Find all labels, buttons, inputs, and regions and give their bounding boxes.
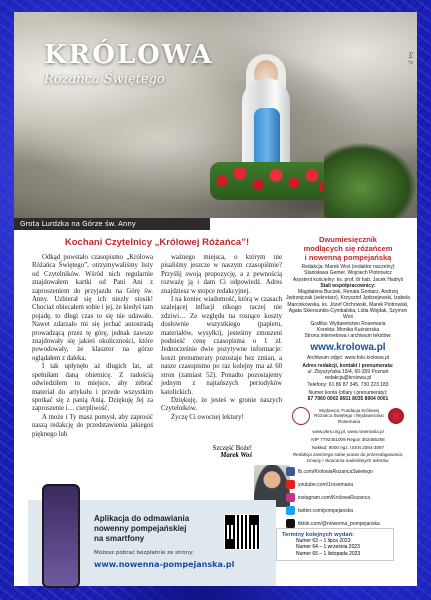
staff-line: Asystent kościelny: ks. prof. dr hab. Jacek Hadryś	[292, 276, 404, 283]
paragraph: Dziękuję, że jesteś w gronie naszych Czytelników.	[161, 396, 282, 413]
social-text: youtube.com/1rosemaria	[298, 481, 354, 488]
staff-line: Strona internetowa i archiwum tekstów:	[304, 333, 392, 340]
account-title: Numer konta (ofiary i prenumeraty):	[308, 390, 388, 397]
issue-date: Numer 65 – 1 listopada 2023	[296, 550, 361, 557]
instagram-icon	[286, 493, 295, 502]
address-title: Adres redakcji, kontakt i prenumerata:	[302, 362, 394, 369]
staff-line: Redakcja: Marek Woś (redaktor naczelny)	[301, 264, 395, 270]
ad-title-line: Aplikacja do odmawiania	[94, 514, 190, 523]
greeting: Szczęść Boże!	[212, 444, 252, 452]
account-number: 87 7060 0002 0651 8035 8904 0001	[307, 396, 389, 403]
ad-url[interactable]: www.nowenna-pompejanska.pl	[94, 560, 235, 569]
paragraph: A może i Ty masz pomysł, aby zaprosić naszą redakcję do przedstawienia jakiegoś pięknego lub	[32, 413, 153, 438]
paragraph: I na koniec wiadomość, którą w czasach szalejącej inflacji nikogo raczej nie zdziwi… Ze względu na rosnące koszty dosłownie wszystkiego (papieru, materiałów, wysyłki), jesteśmy zmuszeni podnieść cenę czasopisma o 1 zł. Jednocześnie dwie pozytywne informacje: koszt prenumeraty pozostaje bez zmian, a nasze czasopismo po raz kolejny ma aż 60 stron (zamiast 52). Ponadto pozostajemy jednym z najtańszych periodyków katolickich.	[161, 296, 282, 396]
masthead	[286, 235, 410, 530]
editorial-heading: Kochani Czytelnicy „Królowej Różańca”!	[64, 237, 250, 248]
header-photo	[14, 12, 417, 218]
publisher-logos	[292, 406, 404, 427]
app-ad	[28, 500, 276, 586]
social-item[interactable]	[286, 465, 410, 478]
editorial	[32, 235, 282, 459]
archive-note: Archiwum zdjęć: www.foto.krolowa.pl	[307, 354, 389, 361]
magazine-page	[14, 12, 417, 586]
print-run: Nakład: 8000 egz. ISSN 2084-3097	[311, 444, 385, 450]
staff-line: Magdalena Buczek, Renata Gontarz, Andrzej Jędrzejczak (sekretarz), Krzysztof Jędrzejewski, Izabela Marcinkowska, ks. Józef Orchowski, Marek Piotrowski, Agata Skiersunkis-Cymbalska, Lidia Wojdak, Szymon Woś	[286, 289, 410, 321]
staff-line: Korekta: Monika Kuśnierska	[316, 326, 380, 333]
editorial-col-2	[161, 254, 282, 439]
masthead-title-line: i nowenną pompejańską	[304, 253, 392, 262]
issue-date: Numer 63 – 1 lipca 2023	[296, 538, 351, 544]
social-item[interactable]	[286, 491, 410, 504]
publisher: Wydawca: Fundacja Królowej Różańca Świętego i Wydawnictwo Rosemaria	[314, 407, 384, 424]
social-item[interactable]	[286, 504, 410, 517]
masthead-staff	[286, 264, 410, 340]
social-item[interactable]	[286, 478, 410, 491]
ad-title-line: nowenny pompejańskiej	[94, 524, 187, 533]
smartphone-image	[42, 484, 80, 588]
social-text: instagram.com/KrolowaRozanca	[298, 494, 370, 501]
address: ul. Zbyszyńska 19/4, 60-359 Poznań	[307, 369, 389, 376]
rose-icon	[388, 408, 404, 424]
photo-caption: Grota Lurdzka na Górze św. Anny	[14, 218, 210, 230]
email-link[interactable]: redakcja@krolowa.pl	[324, 375, 372, 382]
social-text: tiktok.com/@nowenna_pompejanska	[298, 520, 380, 527]
phone: Telefony: 61 86 87 345, 730 223 183	[307, 381, 389, 388]
plants	[324, 142, 417, 218]
signature-block	[32, 445, 282, 459]
staff-line: Stali współpracownicy:	[320, 282, 376, 289]
website-link[interactable]: www.krolowa.pl	[310, 341, 386, 353]
ad-title	[94, 514, 189, 544]
staff-line: Stanisława Gemer, Wojciech Piotrowicz	[304, 270, 392, 277]
staff-line: Grafika: Wydawnictwo Rosemaria	[310, 320, 386, 327]
account-block	[286, 390, 410, 403]
magazine-subtitle: Różańca Świętego	[44, 72, 165, 87]
signature-name: Marek Woś	[220, 451, 252, 459]
photo-credit: Fot. JT	[408, 52, 413, 65]
ad-title-line: na smartfony	[94, 534, 145, 543]
nip: NIP 7792451009 Regon 302485268	[311, 437, 385, 443]
youtube-icon	[286, 480, 295, 489]
masthead-title-line: modlących się różańcem	[303, 244, 393, 253]
issue-date: Numer 64 – 1 września 2023	[296, 544, 360, 551]
masthead-title-line: Dwumiesięcznik	[319, 235, 377, 244]
magazine-title: KRÓLOWA	[44, 40, 214, 70]
editorial-col-1	[32, 254, 153, 439]
publisher-web[interactable]: www.pkrs.org.pl, www.rosemaria.pl	[312, 429, 384, 435]
paragraph: ważnego miejsca, o którym nie pisaliśmy jeszcze w naszym czasopiśmie? Przyślij swoją propozycję, a z pewnością rozważę ją i dam Ci odpowiedź. Adres znajdziesz w stopce redakcyjnej.	[161, 254, 282, 295]
ad-download-text: Możesz pobrać bezpłatnie ze strony:	[94, 550, 194, 556]
qr-code[interactable]	[224, 514, 260, 550]
paragraph: I tak upłynęło aż długich lat, aż spełniłam daną obietnicę. Z radością odwiedziłem to miejsce, aby zebrać materiał do artykułu i przede wszystkim spotkać się z panią Anią. Dziękuję Jej za zaproszenie i… cierpliwość.	[32, 363, 153, 413]
flower-bed	[210, 162, 330, 200]
social-links	[286, 465, 410, 530]
seal-icon	[292, 407, 310, 425]
disclaimer: Redakcja zastrzega sobie prawo do przeredagowania, zmiany i skracania nadesłanych tekstów.	[292, 452, 404, 463]
next-issues-box	[276, 528, 394, 561]
paragraph: Życzę Ci owocnej lektury!	[171, 413, 244, 421]
address-block	[286, 363, 410, 388]
twitter-icon	[286, 506, 295, 515]
next-issues-title: Terminy kolejnych wydań:	[282, 532, 355, 538]
social-text: twitter.com/pompejanska	[298, 507, 354, 514]
paragraph: Odkąd powstało czasopismo „Królowa Różańca Świętego”, otrzymywaliśmy listy od Czytelników. Wśród nich regularnie znajdowałem kartki od Pani Ani z zaproszeniem do przyjazdu na Górę św. Anny. Uzbierał się ich niezły stosik! Chociaż obiecałem sobie i jej, że kiedyś tam pojadę, to długi czas to się nie udawało. Nawet zdarzało mi się jechać autostradą prowadzącą przez tę górę, jednak zawsze znajdowały się jakieś okoliczności, które powodowały, że klasztor na górze oglądałem z daleka.	[32, 254, 153, 362]
social-text: fb.com/KrolowaRozancaSwietego	[298, 468, 373, 475]
facebook-icon	[286, 467, 295, 476]
masthead-title	[286, 235, 410, 262]
